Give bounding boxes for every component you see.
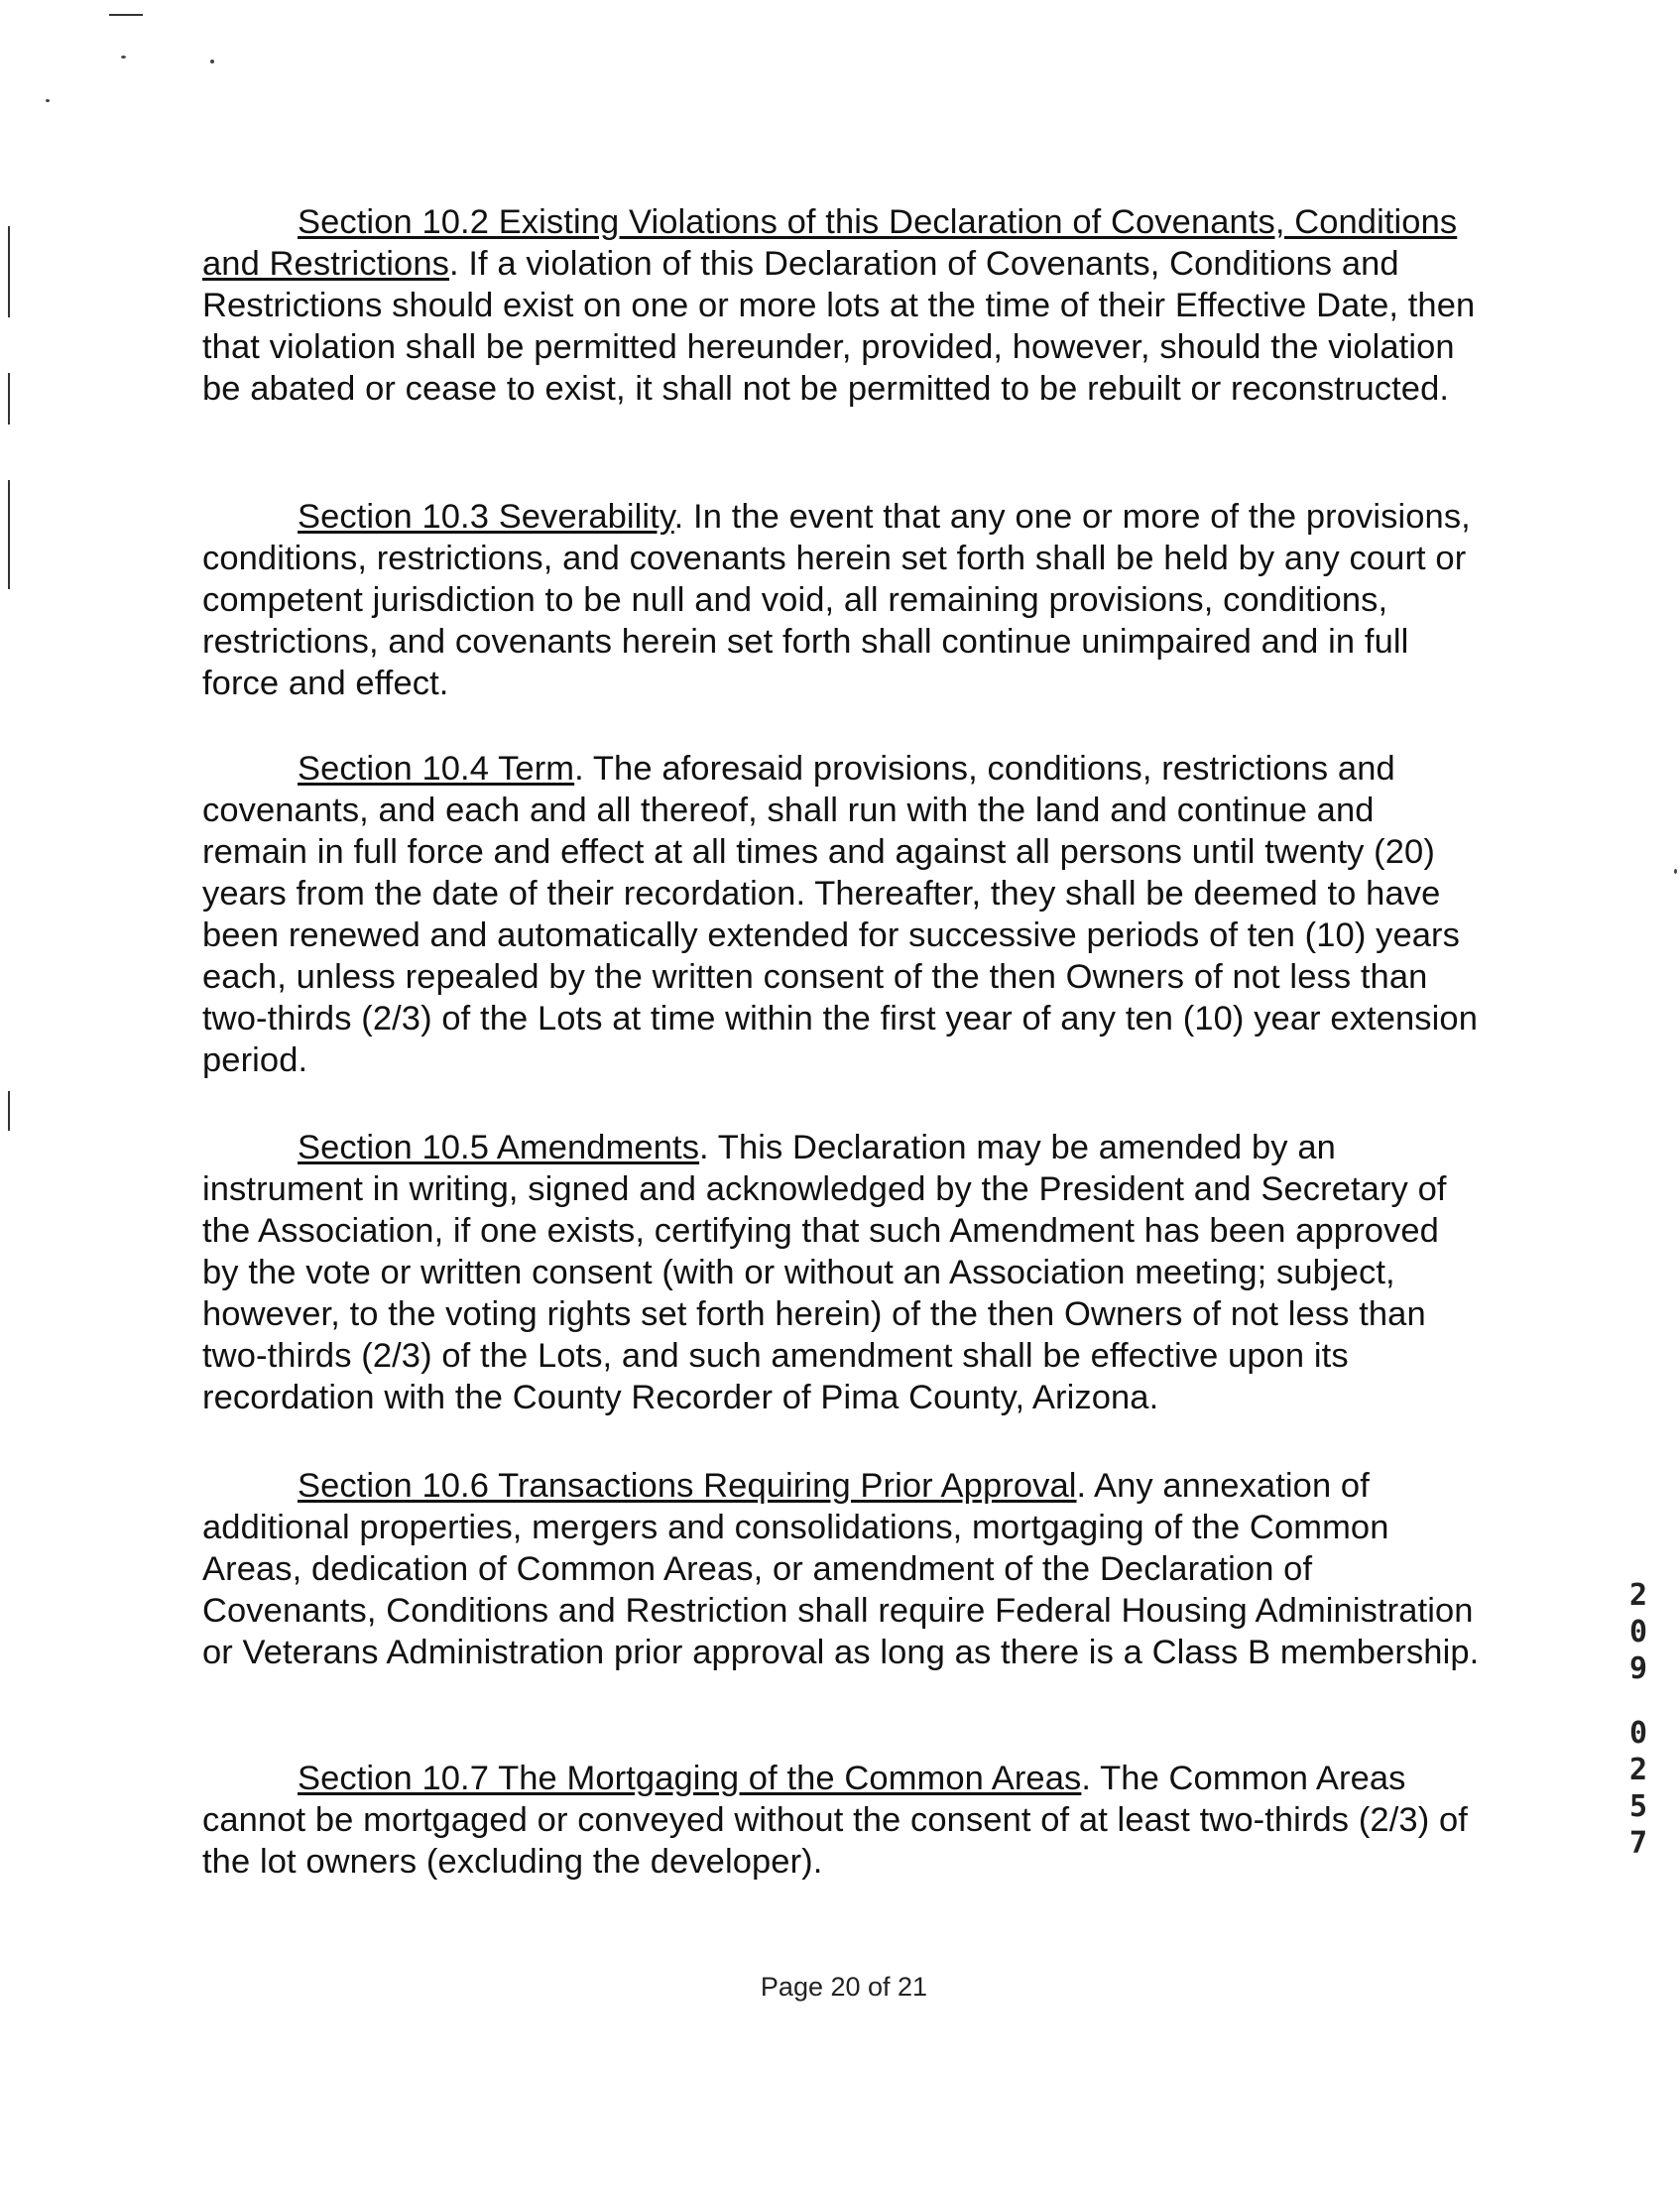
section-10-6 [202,1465,1482,1673]
section-title: Section 10.7 The Mortgaging of the Common Areas [298,1760,1082,1797]
section-body: . If a violation of this Declaration of Covenants, Conditions and Restrictions should exist on one or more lots at the time of their Effective Date, then that violation shall be permitted hereunder, provided, however, should the violation be abated or cease to exist, it shall not be permitted to be rebuilt or reconstructed. [202,245,1476,408]
section-title: Section 10.6 Transactions Requiring Prior Approval [298,1467,1077,1505]
scan-speck [121,56,126,59]
scan-mark-left-line [8,373,10,425]
scan-speck [46,99,50,102]
section-title: Section 10.2 Existing Violations of this Declaration of Covenants, Conditions and Restrictions [202,203,1458,283]
stamp-digit: 2 [1628,1578,1648,1613]
section-title: Section 10.4 Term [298,750,575,788]
scan-mark-top-bar [109,14,143,16]
scan-mark-left-line [8,1091,10,1131]
section-body: . The Common Areas cannot be mortgaged or conveyed without the consent of at least two-thirds (2/3) of the lot owners (excluding the developer). [202,1760,1468,1881]
section-10-2 [202,201,1482,410]
scan-mark-left-line [8,480,10,589]
section-title: Section 10.5 Amendments [298,1129,700,1166]
section-body: . In the event that any one or more of the provisions, conditions, restrictions, and covenants herein set forth shall be held by any court or competent jurisdiction to be null and void, all remaining provisions, conditions, restrictions, and covenants herein set forth shall continue unimpaired and in full force and effect. [202,498,1471,702]
section-title: Section 10.3 Severability [298,498,674,536]
section-body: . The aforesaid provisions, conditions, restrictions and covenants, and each and all thereof, shall run with the land and continue and remain in full force and effect at all times and against all persons until twenty (20) years from the date of their recordation. Thereafter, they shall be deemed to have been renewed and automatically extended for successive periods of ten (10) years each, unless repealed by the written consent of the then Owners of not less than two-thirds (2/3) of the Lots at time within the first year of any ten (10) year extension period. [202,750,1478,1079]
section-10-5 [202,1127,1482,1418]
stamp-digit: 5 [1628,1789,1648,1824]
section-10-3 [202,496,1482,704]
section-10-7 [202,1758,1482,1883]
stamp-digit: 0 [1628,1615,1648,1649]
scan-speck [210,60,214,63]
section-body: . This Declaration may be amended by an instrument in writing, signed and acknowledged by the President and Secretary of the Association, if one exists, certifying that such Amendment has been approved by the vote or written consent (with or without an Association meeting; subject, however, to the voting rights set forth herein) of the then Owners of not less than two-thirds (2/3) of the Lots, and such amendment shall be effective upon its recordation with the County Recorder of Pima County, Arizona. [202,1129,1447,1416]
section-10-4 [202,748,1482,1081]
scan-mark-left-line [8,226,10,317]
stamp-digit: 7 [1628,1826,1648,1861]
stamp-digit: 2 [1628,1753,1648,1787]
stamp-digit: 0 [1628,1716,1648,1751]
section-body: . Any annexation of additional properties, mergers and consolidations, mortgaging of the Common Areas, dedication of Common Areas, or amendment of the Declaration of Covenants, Conditions and Restriction shall require Federal Housing Administration or Veterans Administration prior approval as long as there is a Class B membership. [202,1467,1480,1671]
scan-speck [1674,869,1677,874]
page-number: Page 20 of 21 [760,1972,928,2002]
recording-number-stamp [1620,1577,1656,1862]
stamp-digit: 9 [1628,1651,1648,1686]
